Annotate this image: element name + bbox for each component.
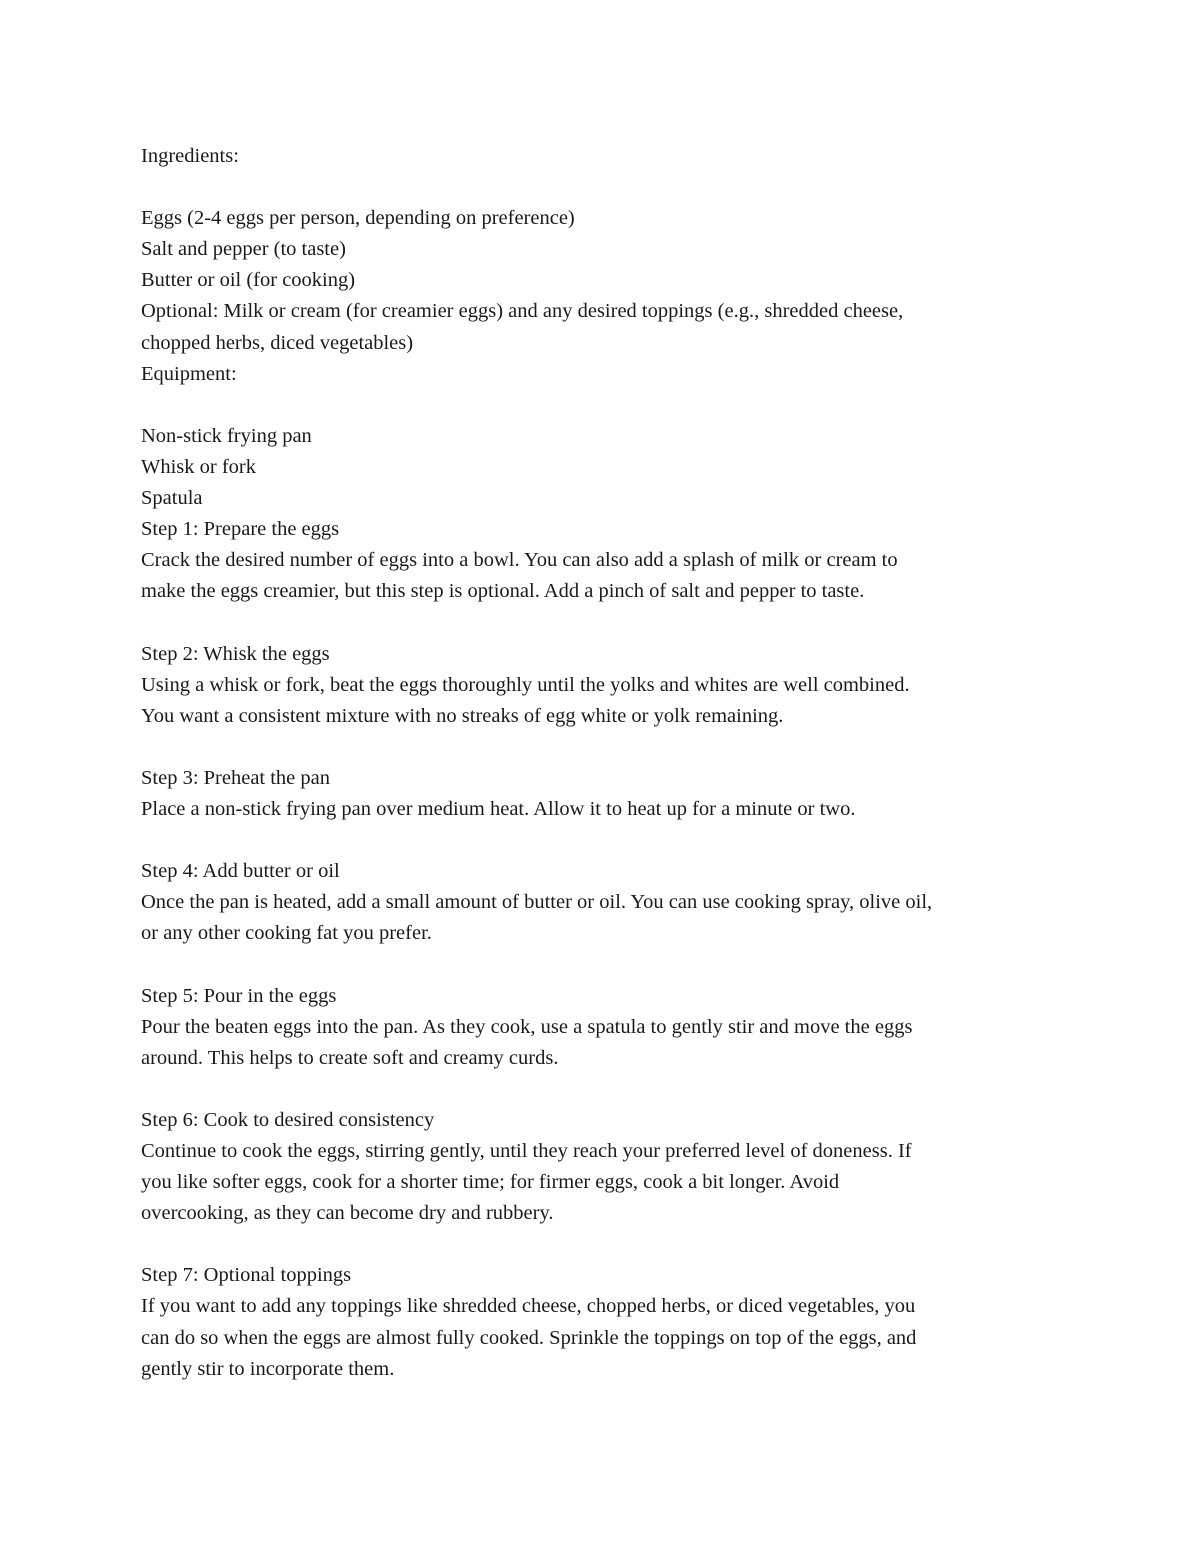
spacer [141, 1229, 1061, 1260]
step-title: Step 7: Optional toppings [141, 1264, 352, 1287]
step-title: Step 4: Add butter or oil [141, 860, 340, 883]
step-text: around. This helps to create soft and creamy curds. [141, 1046, 559, 1069]
spacer [141, 390, 1061, 421]
step-title: Step 5: Pour in the eggs [141, 984, 337, 1007]
step-text: If you want to add any toppings like shredded cheese, chopped herbs, or diced vegetables, you [141, 1295, 916, 1318]
spacer [141, 825, 1061, 856]
step-text: Using a whisk or fork, beat the eggs thoroughly until the yolks and whites are well combined. [141, 673, 910, 696]
step-text: Once the pan is heated, add a small amount of butter or oil. You can use cooking spray, olive oil, [141, 891, 933, 914]
step-text: Crack the desired number of eggs into a bowl. You can also add a splash of milk or cream to [141, 549, 898, 572]
step-title: Step 3: Preheat the pan [141, 766, 331, 789]
step-text: You want a consistent mixture with no streaks of egg white or yolk remaining. [141, 704, 784, 727]
ingredient-line: Optional: Milk or cream (for creamier eggs) and any desired toppings (e.g., shredded cheese, [141, 300, 904, 323]
step-title: Step 1: Prepare the eggs [141, 518, 340, 541]
step-text: can do so when the eggs are almost fully cooked. Sprinkle the toppings on top of the eggs, and [141, 1326, 917, 1349]
document-page [141, 141, 1061, 1385]
step-text: overcooking, as they can become dry and rubbery. [141, 1202, 554, 1225]
ingredient-line: Eggs (2-4 eggs per person, depending on preference) [141, 207, 575, 230]
ingredient-line: chopped herbs, diced vegetables) [141, 331, 414, 354]
step-text: Place a non-stick frying pan over medium heat. Allow it to heat up for a minute or two. [141, 797, 856, 820]
step-text: Pour the beaten eggs into the pan. As they cook, use a spatula to gently stir and move the eggs [141, 1015, 913, 1038]
step-text: Continue to cook the eggs, stirring gently, until they reach your preferred level of doneness. If [141, 1140, 912, 1162]
equipment-line: Whisk or fork [141, 455, 257, 478]
spacer [141, 172, 1061, 203]
ingredients-heading: Ingredients: [141, 145, 239, 167]
step-text: make the eggs creamier, but this step is optional. Add a pinch of salt and pepper to taste. [141, 580, 865, 603]
equipment-heading: Equipment: [141, 362, 237, 385]
spacer [141, 1074, 1061, 1105]
spacer [141, 949, 1061, 980]
step-title: Step 2: Whisk the eggs [141, 642, 330, 665]
spacer [141, 607, 1061, 638]
equipment-line: Spatula [141, 487, 203, 510]
step-text: or any other cooking fat you prefer. [141, 922, 432, 945]
equipment-line: Non-stick frying pan [141, 424, 312, 447]
ingredient-line: Butter or oil (for cooking) [141, 269, 356, 292]
step-text: you like softer eggs, cook for a shorter time; for firmer eggs, cook a bit longer. Avoid [141, 1171, 840, 1194]
spacer [141, 732, 1061, 763]
step-text: gently stir to incorporate them. [141, 1357, 395, 1380]
ingredient-line: Salt and pepper (to taste) [141, 238, 346, 261]
step-title: Step 6: Cook to desired consistency [141, 1108, 435, 1131]
